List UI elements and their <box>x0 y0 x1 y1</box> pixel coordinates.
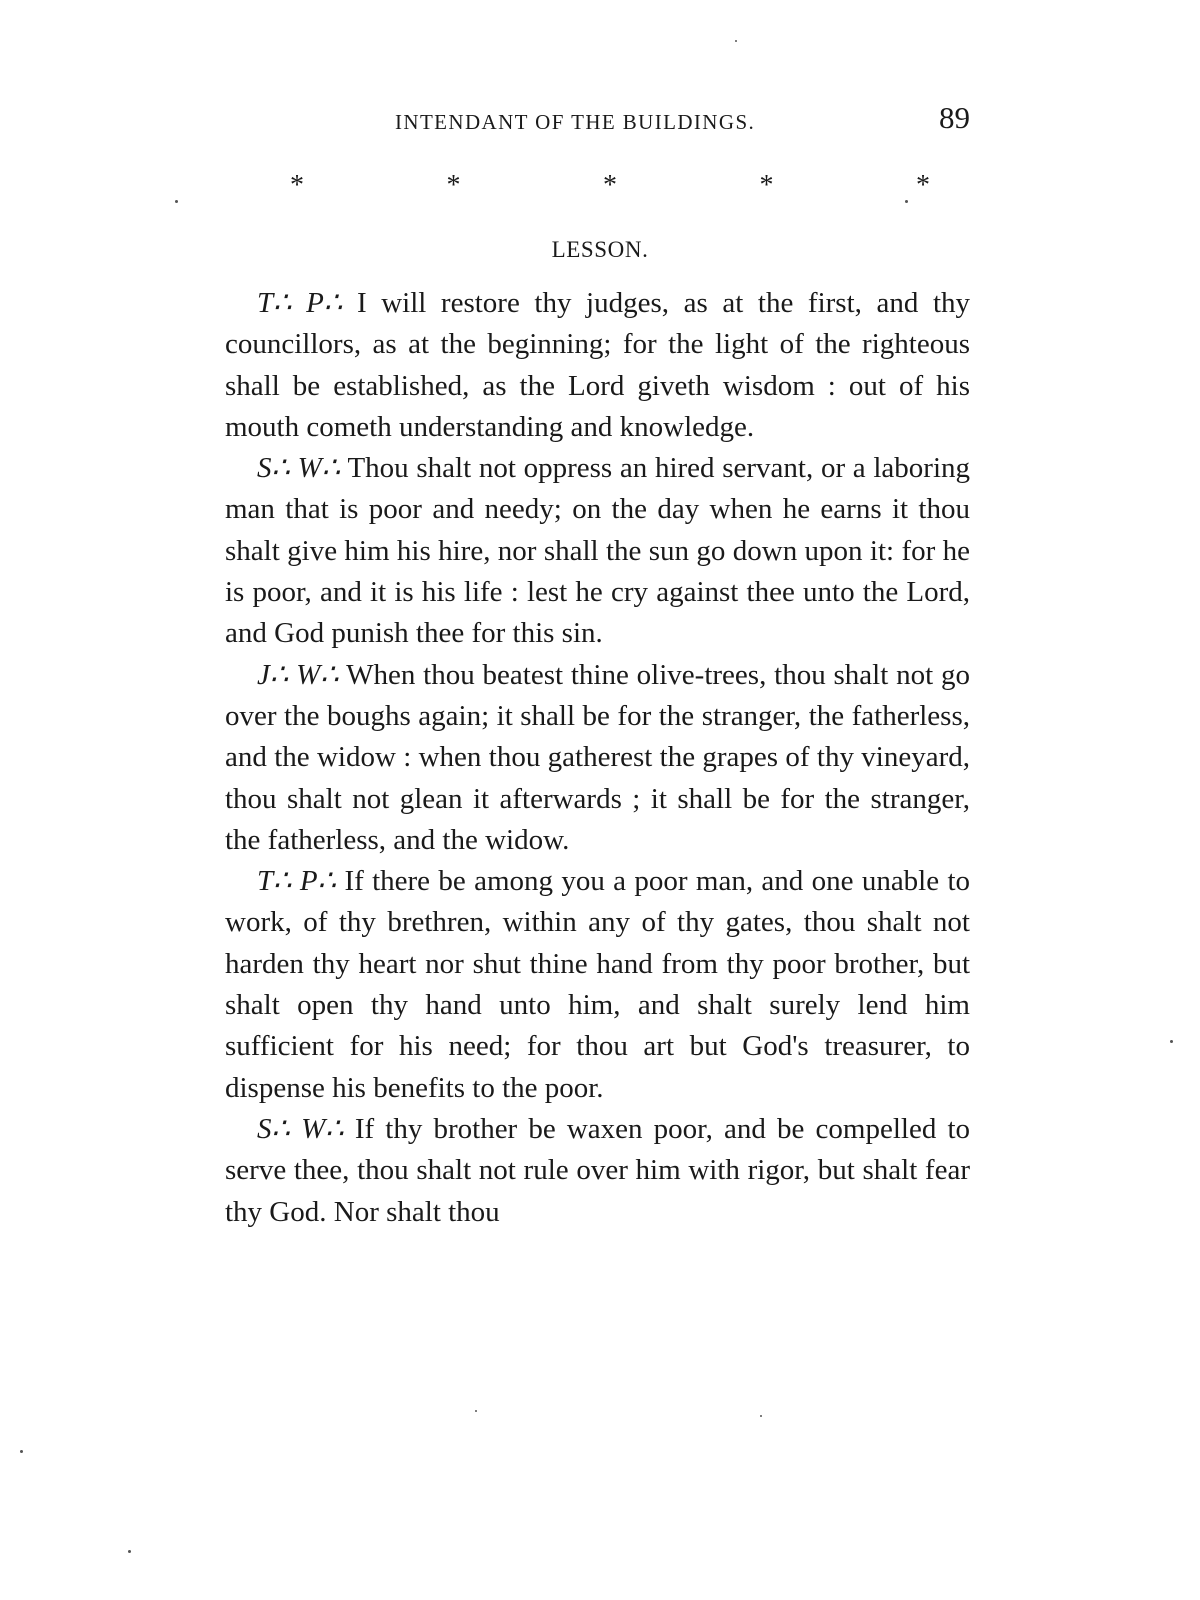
body-text <box>225 283 970 1233</box>
speaker-label: T∴ P∴ <box>257 287 343 319</box>
scan-speck <box>20 1450 23 1453</box>
scan-speck <box>1170 1040 1173 1043</box>
scan-speck <box>128 1550 131 1553</box>
scan-speck <box>735 40 737 42</box>
asterisk: * <box>759 170 774 201</box>
running-head <box>225 100 970 140</box>
asterisk: * <box>916 170 930 201</box>
speaker-label: J∴ W∴ <box>257 658 339 691</box>
scan-speck <box>175 200 178 203</box>
asterisk: * <box>603 170 617 201</box>
asterisk: * <box>446 170 461 201</box>
dialogue-paragraph <box>225 1109 970 1233</box>
scan-speck <box>475 1410 477 1412</box>
speaker-label: T∴ P∴ <box>257 865 337 898</box>
speaker-label: S∴ W∴ <box>257 1112 344 1145</box>
section-heading: LESSON. <box>551 237 649 262</box>
dialogue-paragraph <box>225 283 970 448</box>
page-number: 89 <box>939 100 970 135</box>
paragraph-text: If thy brother be waxen poor, and be compelled to serve thee, thou shalt not rule over him with rigor, but shalt fear thy God. Nor shalt thou <box>225 1112 971 1228</box>
scan-speck <box>760 1415 762 1417</box>
paragraph-text: When thou beatest thine olive-trees, thou shalt not go over the boughs again; it shall be for the stranger, the fatherless, and the widow : when thou gatherest the grapes of thy vineyard, thou shalt not glean it afterwards ; it shall be for the stranger, the fatherless, and the widow. <box>225 658 971 856</box>
dialogue-paragraph <box>225 655 970 861</box>
paragraph-text: I will restore thy judges, as at the first, and thy councillors, as at the beginning; for the light of the righteous shall be established, as the Lord giveth wisdom : out of his mouth cometh understanding and knowledge. <box>225 287 971 443</box>
asterism-ornament <box>290 170 930 200</box>
scan-speck <box>905 200 908 203</box>
paragraph-text: If there be among you a poor man, and one unable to work, of thy brethren, within any of thy gates, thou shalt not harden thy heart nor shut thine hand from thy poor brother, but shalt open thy hand unto him, and shalt surely lend him sufficient for his need; for thou art but God's treasurer, to dispense his benefits to the poor. <box>225 865 971 1104</box>
speaker-label: S∴ W∴ <box>257 452 341 485</box>
dialogue-paragraph <box>225 448 970 654</box>
dialogue-paragraph <box>225 861 970 1109</box>
running-title: INTENDANT OF THE BUILDINGS. <box>395 110 756 134</box>
asterisk: * <box>290 170 304 201</box>
paragraph-text: Thou shalt not oppress an hired servant, or a laboring man that is poor and needy; on the day when he earns it thou shalt give him his hire, nor shall the sun go down upon it: for he is poor, and it is his life : lest he cry against thee unto the Lord, and God punish thee for this sin. <box>225 452 971 650</box>
